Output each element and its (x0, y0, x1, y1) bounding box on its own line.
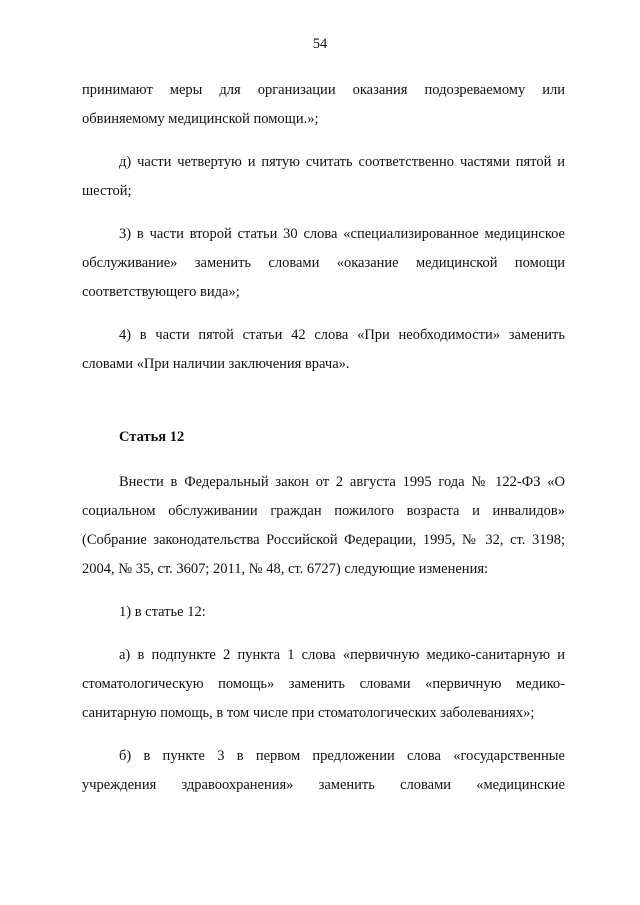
page-number: 54 (312, 36, 328, 52)
article-heading: Статья 12 (119, 429, 185, 445)
paragraph-item-4: 4) в части пятой статьи 42 слова «При необходимости» заменить словами «При наличии заключения врача». (82, 327, 565, 372)
paragraph-item-3: 3) в части второй статьи 30 слова «специализированное медицинское обслуживание» заменить словами «оказание медицинской помощи соответствующего вида»; (82, 226, 565, 300)
paragraph-item-b: б) в пункте 3 в первом предложении слова «государственные учреждения здравоохранения» заменить словами «медицинские (82, 748, 565, 793)
paragraph-item-a: а) в подпункте 2 пункта 1 слова «первичную медико-санитарную и стоматологическую помощь» заменить словами «первичную медико-санитарную помощь, в том числе при стоматологических заболеваниях»; (82, 647, 565, 721)
paragraph-item-d: д) части четвертую и пятую считать соответственно частями пятой и шестой; (82, 154, 565, 199)
paragraph-continuation: принимают меры для организации оказания подозреваемому или обвиняемому медицинской помощи.»; (82, 82, 565, 127)
paragraph-intro: Внести в Федеральный закон от 2 августа 1995 года № 122-ФЗ «О социальном обслуживании граждан пожилого возраста и инвалидов» (Собрание законодательства Российской Федерации, 1995, № 32, ст. 3198; 2004, № 35, ст. 3607; 2011, № 48, ст. 6727) следующие изменения: (82, 474, 565, 577)
paragraph-item-1: 1) в статье 12: (119, 604, 206, 620)
document-body (82, 76, 565, 814)
